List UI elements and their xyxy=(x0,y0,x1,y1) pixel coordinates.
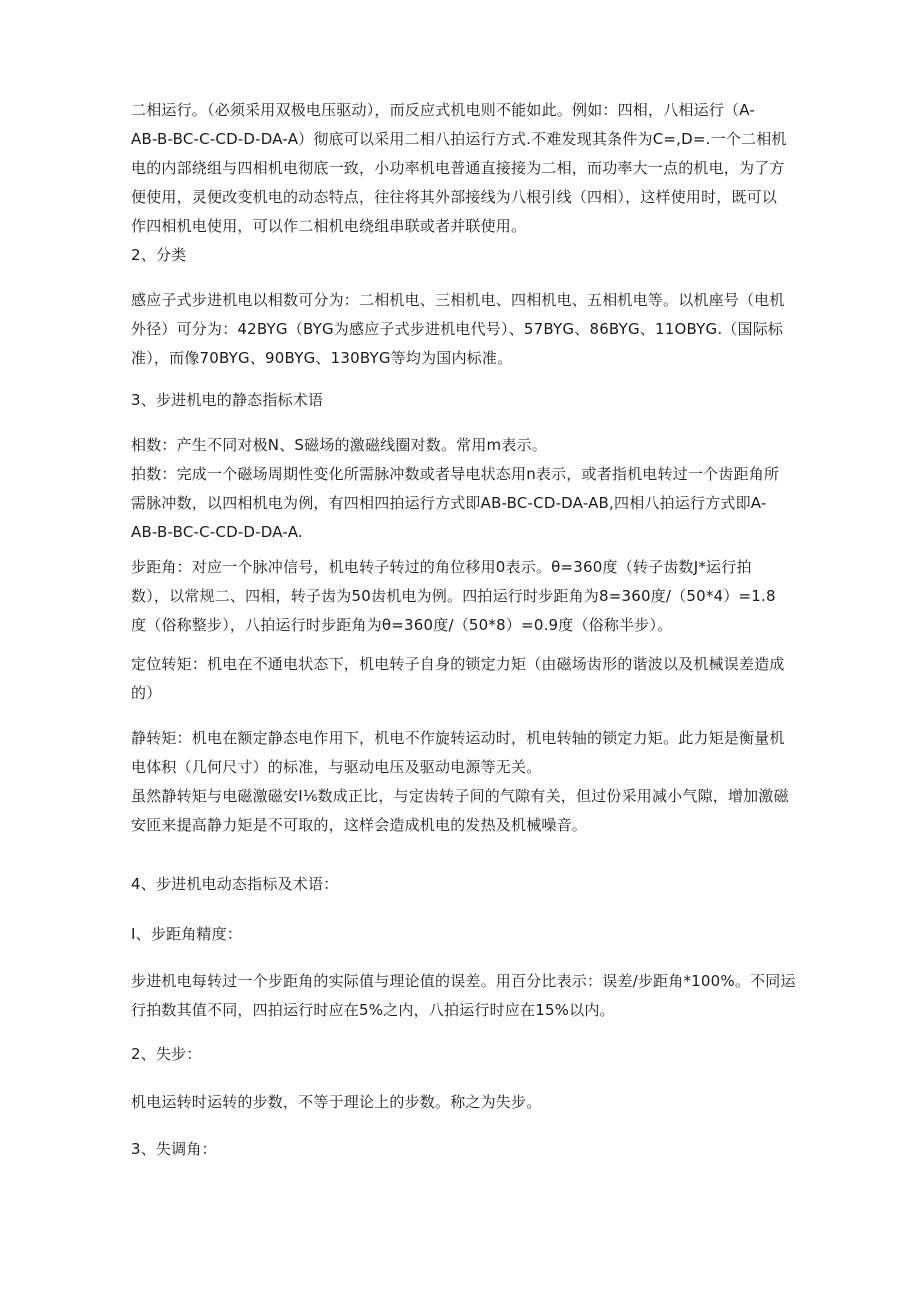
paragraph-holding-torque xyxy=(131,724,803,840)
subheading-offset-angle xyxy=(131,1135,803,1164)
text-line: 度（俗称整步），八拍运行时步距角为θ=360度/（50*8）=0.9度（俗称半步）。 xyxy=(131,616,673,634)
text-line: 定位转矩：机电在不通电状态下，机电转子自身的锁定力矩（由磁场齿形的谐波以及机械误差造成 xyxy=(131,655,785,673)
text-line: 二相运行。（必须采用双极电压驱动），而反应式机电则不能如此。例如：四相，八相运行（A- xyxy=(131,101,755,119)
text-line: 数），以常规二、四相，转子齿为50齿机电为例。四拍运行时步距角为8=360度/（50*4）=1.8 xyxy=(131,587,776,605)
text-line: 安匝来提高静力矩是不可取的，这样会造成机电的发热及机械噪音。 xyxy=(131,816,588,834)
section-heading-static-indicators xyxy=(131,386,803,415)
heading-text: 3、步进机电的静态指标术语 xyxy=(131,391,324,409)
text-line: 行拍数其值不同，四拍运行时应在5%之内，八拍运行时应在15%以内。 xyxy=(131,1001,615,1019)
text-line: 静转矩：机电在额定静态电作用下，机电不作旋转运动时，机电转轴的锁定力矩。此力矩是衡量机 xyxy=(131,729,785,747)
heading-text: 2、失步： xyxy=(131,1045,202,1063)
text-line: 虽然静转矩与电磁激磁安I⅙数成正比，与定齿转子间的气隙有关，但过份采用减小气隙，增加激磁 xyxy=(131,787,789,805)
paragraph-phase-and-beat xyxy=(131,431,803,547)
text-line: 作四相机电使用，可以作二相机电绕组串联或者并联使用。 xyxy=(131,217,527,235)
heading-text: 4、步进机电动态指标及术语： xyxy=(131,875,339,893)
section-heading-classification xyxy=(131,241,803,270)
heading-text: I、步距角精度： xyxy=(131,925,243,943)
subheading-step-angle-accuracy xyxy=(131,920,803,949)
text-line: 便使用，灵便改变机电的动态特点，往往将其外部接线为八根引线（四相），这样使用时，既可以 xyxy=(131,188,778,206)
paragraph-detent-torque xyxy=(131,650,803,708)
text-line: 电体积（几何尺寸）的标准，与驱动电压及驱动电源等无关。 xyxy=(131,758,542,776)
text-line: 相数：产生不同对极N、S磁场的激磁线圈对数。常用m表示。 xyxy=(131,436,547,454)
paragraph-step-angle xyxy=(131,553,803,640)
text-line: AB-B-BC-C-CD-D-DA-A. xyxy=(131,523,303,541)
text-line: AB-B-BC-C-CD-D-DA-A）彻底可以采用二相八拍运行方式.不难发现其条件为C=,D=.一个二相机 xyxy=(131,130,787,148)
section-heading-dynamic-indicators xyxy=(131,870,803,899)
paragraph-classification xyxy=(131,286,803,373)
paragraph-intro xyxy=(131,96,803,241)
heading-text: 3、失调角： xyxy=(131,1140,217,1158)
text-line: 准），而像70BYG、90BYG、130BYG等均为国内标准。 xyxy=(131,349,513,367)
text-line: 机电运转时运转的步数，不等于理论上的步数。称之为失步。 xyxy=(131,1093,542,1111)
heading-text: 2、分类 xyxy=(131,246,187,264)
text-line: 步距角：对应一个脉冲信号，机电转子转过的角位移用0表示。θ=360度（转子齿数J*运行拍 xyxy=(131,558,752,576)
text-line: 步进机电每转过一个步距角的实际值与理论值的误差。用百分比表示：误差/步距角*100%。不同运 xyxy=(131,972,796,990)
text-line: 的） xyxy=(131,684,162,702)
text-line: 感应子式步进机电以相数可分为：二相机电、三相机电、四相机电、五相机电等。以机座号（电机 xyxy=(131,291,785,309)
text-line: 电的内部绕组与四相机电彻底一致，小功率机电普通直接接为二相，而功率大一点的机电，为了方 xyxy=(131,159,785,177)
text-line: 拍数：完成一个磁场周期性变化所需脉冲数或者导电状态用n表示，或者指机电转过一个齿距角所 xyxy=(131,465,780,483)
subheading-step-loss xyxy=(131,1040,803,1069)
text-line: 外径）可分为：42BYG（BYG为感应子式步进机电代号）、57BYG、86BYG、11OBYG.（国际标 xyxy=(131,320,784,338)
paragraph-step-loss xyxy=(131,1088,803,1117)
text-line: 需脉冲数，以四相机电为例，有四相四拍运行方式即AB-BC-CD-DA-AB,四相八拍运行方式即A- xyxy=(131,494,767,512)
paragraph-accuracy xyxy=(131,967,803,1025)
